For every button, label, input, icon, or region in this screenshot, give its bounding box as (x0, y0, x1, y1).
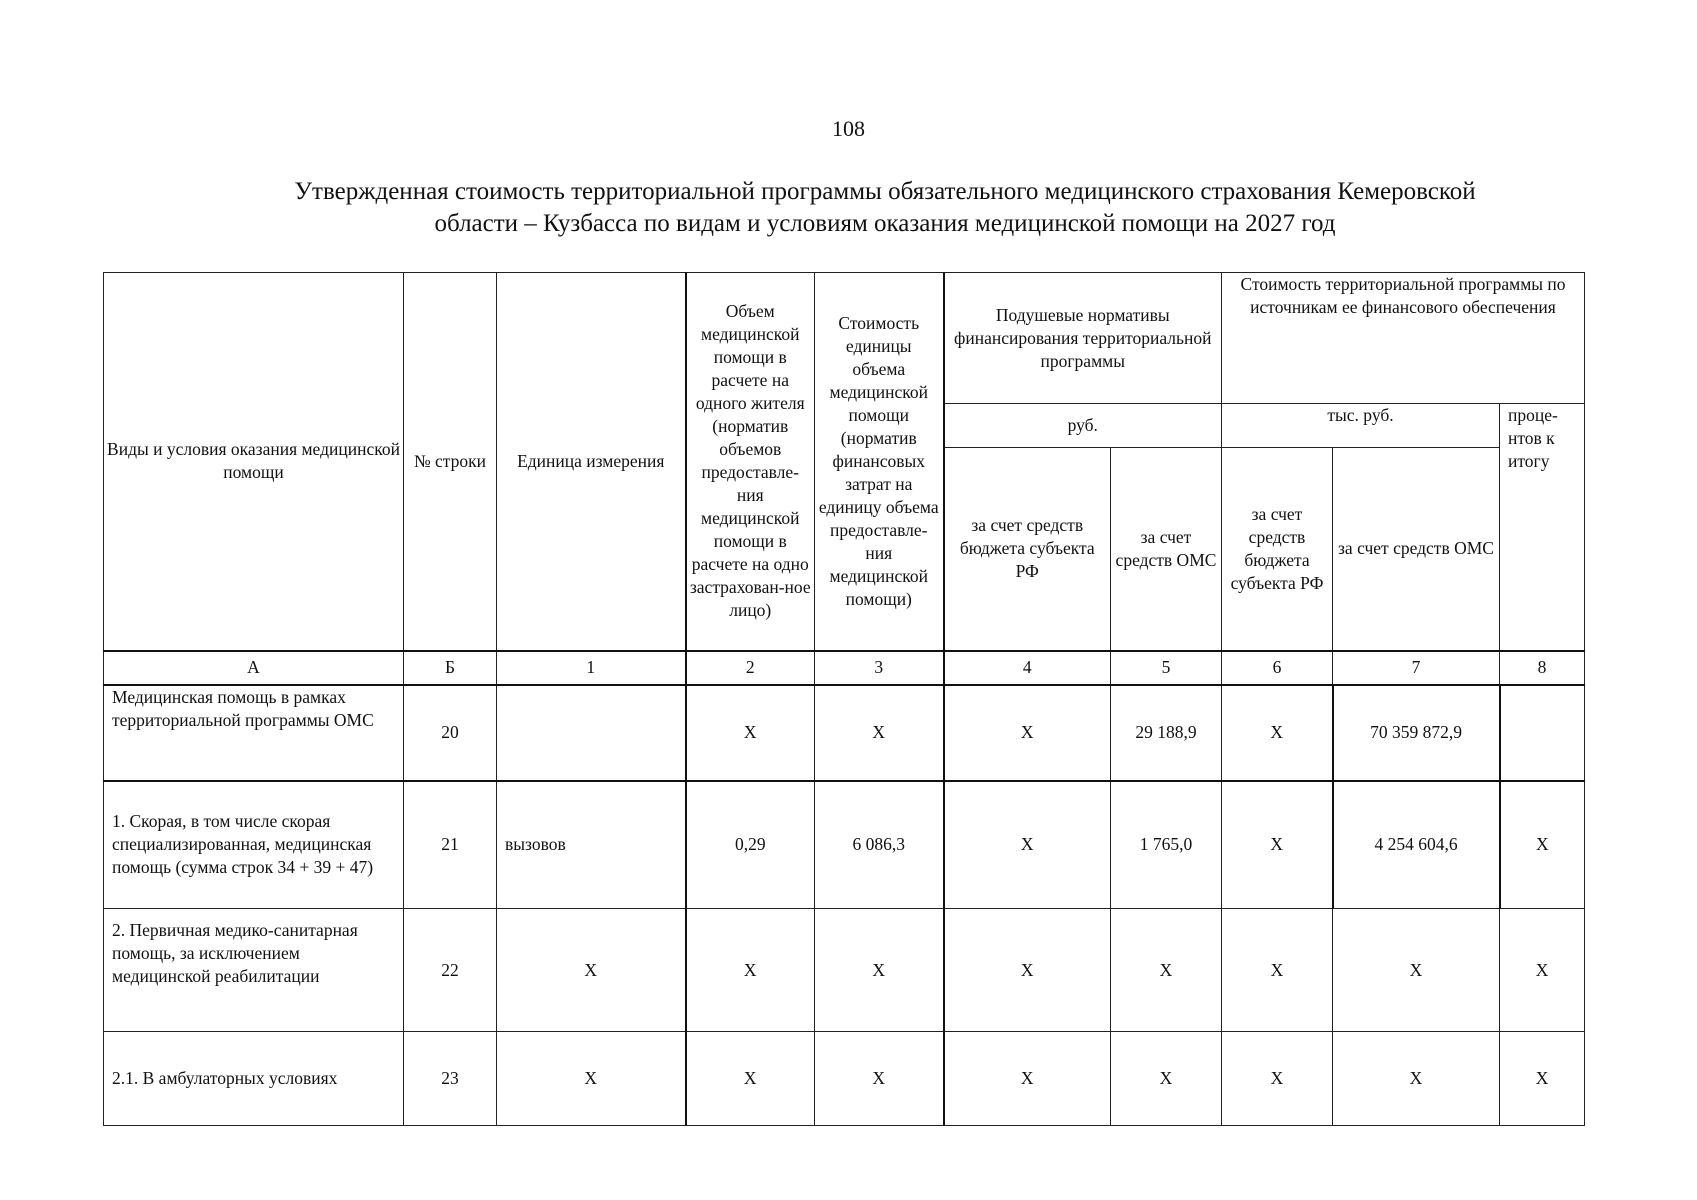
index-cell: 2 (686, 651, 815, 685)
table-row (104, 909, 1585, 1032)
row-unit-cost: Х (815, 909, 944, 1032)
row-budget-rf-thousand: Х (1222, 1032, 1333, 1126)
row-number: 21 (404, 781, 497, 909)
row-oms-thousand: 70 359 872,9 (1333, 685, 1500, 781)
header-kind: Виды и условия оказания медицинской помощи (104, 273, 404, 651)
row-percent: Х (1500, 909, 1585, 1032)
row-budget-rf-thousand: Х (1222, 909, 1333, 1032)
header-volume: Объем медицинской помощи в расчете на одного жителя (норматив объемов предоставле-ния медицинской помощи в расчете на одно застрахован-ное лицо) (686, 273, 815, 651)
index-cell: 6 (1222, 651, 1333, 685)
index-cell: 1 (497, 651, 686, 685)
row-oms-thousand: 4 254 604,6 (1333, 781, 1500, 909)
header-budget-rf: за счет средств бюджета субъекта РФ (944, 448, 1111, 651)
index-row (104, 651, 1585, 685)
row-kind: Медицинская помощь в рамках территориальной программы ОМС (104, 685, 404, 781)
row-unit: Х (497, 1032, 686, 1126)
header-unit-cost: Стоимость единицы объема медицинской помощи (норматив финансовых затрат на единицу объема предоставле-ния медицинской помощи) (815, 273, 944, 651)
table-row (104, 685, 1585, 781)
header-percent: проце-нтов к итогу (1500, 404, 1585, 651)
table-row (104, 781, 1585, 909)
index-cell: 3 (815, 651, 944, 685)
row-kind: 2.1. В амбулаторных условиях (104, 1032, 404, 1126)
row-kind: 1. Скорая, в том числе скорая специализированная, медицинская помощь (сумма строк 34 + 39 + 47) (104, 781, 404, 909)
row-budget-rf-thousand: Х (1222, 685, 1333, 781)
header-budget-rf-thousand: за счет средств бюджета субъекта РФ (1222, 448, 1333, 651)
row-budget-rf-thousand: Х (1222, 781, 1333, 909)
row-unit-cost: 6 086,3 (815, 781, 944, 909)
header-oms: за счет средств ОМС (1111, 448, 1222, 651)
row-unit-cost: Х (815, 685, 944, 781)
row-percent: Х (1500, 781, 1585, 909)
row-unit: вызовов (497, 781, 686, 909)
header-rub: руб. (944, 404, 1222, 448)
row-oms: 1 765,0 (1111, 781, 1222, 909)
index-cell: 8 (1500, 651, 1585, 685)
document-title-line-1: Утвержденная стоимость территориальной программы обязательного медицинского страхования Кемеровской (294, 178, 1476, 205)
row-percent: Х (1500, 1032, 1585, 1126)
row-number: 20 (404, 685, 497, 781)
header-thousand-rub: тыс. руб. (1222, 404, 1500, 448)
row-volume: 0,29 (686, 781, 815, 909)
row-budget-rf: Х (944, 781, 1111, 909)
document-title-line-2: области – Кузбасса по видам и условиям оказания медицинской помощи на 2027 год (434, 210, 1336, 237)
row-volume: Х (686, 685, 815, 781)
row-budget-rf: Х (944, 685, 1111, 781)
document-title (200, 176, 1570, 240)
row-number: 22 (404, 909, 497, 1032)
header-oms-thousand: за счет средств ОМС (1333, 448, 1500, 651)
row-unit-cost: Х (815, 1032, 944, 1126)
cost-table (103, 272, 1585, 1126)
index-cell: 4 (944, 651, 1111, 685)
row-unit (497, 685, 686, 781)
row-percent (1500, 685, 1585, 781)
row-oms: 29 188,9 (1111, 685, 1222, 781)
row-budget-rf: Х (944, 909, 1111, 1032)
index-cell: А (104, 651, 404, 685)
row-unit: Х (497, 909, 686, 1032)
header-program-cost: Стоимость территориальной программы по источникам ее финансового обеспечения (1222, 273, 1585, 404)
header-unit: Единица измерения (497, 273, 686, 651)
row-volume: Х (686, 909, 815, 1032)
index-cell: 7 (1333, 651, 1500, 685)
row-kind: 2. Первичная медико-санитарная помощь, за исключением медицинской реабилитации (104, 909, 404, 1032)
row-oms-thousand: Х (1333, 909, 1500, 1032)
page-number: 108 (832, 116, 865, 141)
row-oms: Х (1111, 1032, 1222, 1126)
row-oms-thousand: Х (1333, 1032, 1500, 1126)
header-row-number: № строки (404, 273, 497, 651)
row-budget-rf: Х (944, 1032, 1111, 1126)
index-cell: Б (404, 651, 497, 685)
header-per-capita: Подушевые нормативы финансирования территориальной программы (944, 273, 1222, 404)
table-row (104, 1032, 1585, 1126)
row-oms: Х (1111, 909, 1222, 1032)
index-cell: 5 (1111, 651, 1222, 685)
row-volume: Х (686, 1032, 815, 1126)
row-number: 23 (404, 1032, 497, 1126)
